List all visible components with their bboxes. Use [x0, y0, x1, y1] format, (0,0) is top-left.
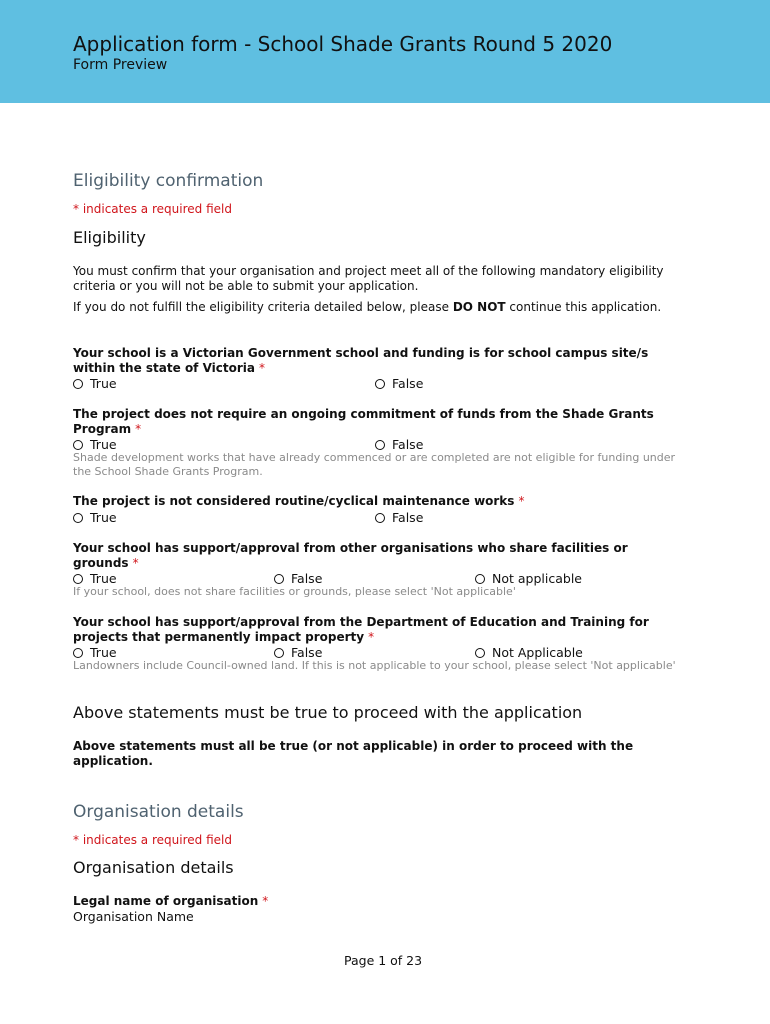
radio-option-true[interactable]: [73, 510, 117, 525]
radio-option-label: False: [291, 571, 323, 586]
question-text: The project is not considered routine/cyclical maintenance works: [73, 494, 515, 508]
radio-option-label: False: [392, 510, 424, 525]
field-value-organisation-name[interactable]: Organisation Name: [73, 909, 194, 924]
radio-button-icon[interactable]: [73, 379, 83, 389]
instruction-text-after: continue this application.: [505, 300, 662, 314]
radio-button-icon[interactable]: [274, 648, 284, 658]
subheading-proceed: Above statements must be true to proceed with the application: [73, 703, 583, 722]
question-department-approval: [73, 615, 693, 645]
radio-button-icon[interactable]: [73, 648, 83, 658]
form-subtitle: Form Preview: [73, 57, 168, 73]
required-asterisk: *: [262, 894, 269, 908]
subheading-organisation-details: Organisation details: [73, 858, 234, 877]
radio-button-icon[interactable]: [73, 440, 83, 450]
radio-option-label: True: [90, 437, 117, 452]
radio-option-true[interactable]: [73, 437, 117, 452]
page-number: Page 1 of 23: [344, 953, 423, 968]
radio-option-false[interactable]: [375, 510, 423, 525]
question-hint: If your school, does not share facilities or grounds, please select 'Not applicable': [73, 585, 516, 598]
required-asterisk: *: [368, 630, 375, 644]
radio-option-label: True: [90, 571, 117, 586]
radio-option-label: False: [392, 376, 424, 391]
question-hint: Landowners include Council-owned land. If this is not applicable to your school, please select 'Not applicable': [73, 659, 676, 672]
eligibility-intro-paragraph: You must confirm that your organisation and project meet all of the following mandatory eligibility criteria or you will not be able to submit your application.: [73, 264, 664, 293]
section-title-eligibility-confirmation: Eligibility confirmation: [73, 171, 264, 191]
radio-option-label: Not applicable: [492, 571, 582, 586]
question-no-ongoing-commitment: [73, 407, 693, 437]
radio-option-false[interactable]: [375, 376, 423, 391]
radio-option-true[interactable]: [73, 645, 117, 660]
required-asterisk: *: [135, 422, 142, 436]
radio-option-label: Not Applicable: [492, 645, 583, 660]
question-text: Your school has support/approval from other organisations who share facilities or grounds: [73, 541, 628, 570]
eligibility-instruction-paragraph: [73, 300, 693, 315]
radio-button-icon[interactable]: [375, 513, 385, 523]
question-shared-facilities-support: [73, 541, 693, 571]
required-field-note: * indicates a required field: [73, 202, 232, 216]
radio-button-icon[interactable]: [375, 379, 385, 389]
radio-option-label: True: [90, 376, 117, 391]
radio-option-not-applicable[interactable]: [475, 645, 583, 660]
radio-button-icon[interactable]: [73, 574, 83, 584]
required-field-note: * indicates a required field: [73, 833, 232, 847]
radio-button-icon[interactable]: [375, 440, 385, 450]
proceed-statement: Above statements must all be true (or not applicable) in order to proceed with the application.: [73, 739, 634, 768]
radio-option-true[interactable]: [73, 571, 117, 586]
question-text: Your school is a Victorian Government school and funding is for school campus site/s within the state of Victoria: [73, 346, 649, 375]
form-header: [0, 0, 770, 103]
required-asterisk: *: [259, 361, 265, 375]
radio-option-false[interactable]: [274, 571, 322, 586]
question-hint: Shade development works that have already commenced or are completed are not eligible for funding under the School Shade Grants Program.: [73, 451, 676, 478]
radio-option-false[interactable]: [274, 645, 322, 660]
instruction-text-before: If you do not fulfill the eligibility criteria detailed below, please: [73, 300, 453, 314]
required-asterisk: *: [132, 556, 139, 570]
question-text: Your school has support/approval from the Department of Education and Training for projects that permanently impact property: [73, 615, 649, 644]
radio-option-label: False: [291, 645, 323, 660]
instruction-bold-text: DO NOT: [452, 300, 506, 314]
radio-option-label: False: [392, 437, 424, 452]
radio-button-icon[interactable]: [274, 574, 284, 584]
form-title: Application form - School Shade Grants Round 5 2020: [73, 32, 613, 56]
question-not-maintenance: [73, 494, 693, 509]
question-text: The project does not require an ongoing commitment of funds from the Shade Grants Program: [73, 407, 654, 436]
subheading-eligibility: Eligibility: [73, 228, 146, 247]
radio-option-false[interactable]: [375, 437, 423, 452]
radio-button-icon[interactable]: [73, 513, 83, 523]
radio-option-label: True: [90, 510, 117, 525]
radio-button-icon[interactable]: [475, 574, 485, 584]
radio-option-label: True: [90, 645, 117, 660]
field-label-legal-name: [73, 894, 693, 909]
radio-option-not-applicable[interactable]: [475, 571, 582, 586]
required-asterisk: *: [518, 494, 525, 508]
field-label-text: Legal name of organisation: [73, 894, 259, 908]
question-victorian-school: [73, 346, 693, 376]
section-title-organisation-details: Organisation details: [73, 802, 244, 822]
radio-button-icon[interactable]: [475, 648, 485, 658]
radio-option-true[interactable]: [73, 376, 117, 391]
